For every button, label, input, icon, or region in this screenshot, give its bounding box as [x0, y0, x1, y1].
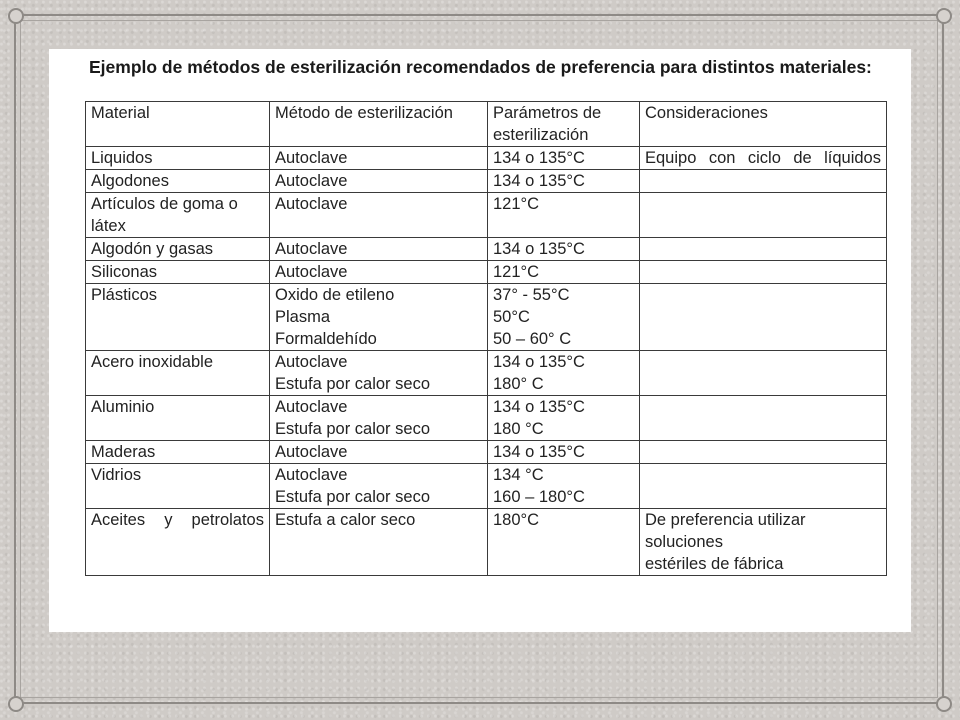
cell-method: Autoclave [270, 238, 488, 261]
cell-method: Autoclave Estufa por calor seco [270, 464, 488, 509]
table-row [86, 509, 887, 576]
table-row [86, 284, 887, 351]
column-header-considerations: Consideraciones [640, 102, 887, 147]
cell-parameters: 134 o 135°C [488, 147, 640, 170]
cell-considerations [640, 193, 887, 238]
cell-method: Oxido de etileno Plasma Formaldehído [270, 284, 488, 351]
cell-considerations: Equipo con ciclo de líquidos [640, 147, 887, 170]
frame-corner-ornament [8, 696, 24, 712]
cell-considerations [640, 261, 887, 284]
cell-material: Plásticos [86, 284, 270, 351]
cell-material: Siliconas [86, 261, 270, 284]
cell-parameters: 134 o 135°C 180° C [488, 351, 640, 396]
table-row [86, 396, 887, 441]
cell-considerations [640, 238, 887, 261]
cell-material: Liquidos [86, 147, 270, 170]
cell-material: Algodones [86, 170, 270, 193]
table-row [86, 261, 887, 284]
cell-method: Autoclave [270, 170, 488, 193]
cell-method: Autoclave [270, 193, 488, 238]
cell-parameters: 121°C [488, 261, 640, 284]
cell-parameters: 37° - 55°C 50°C 50 – 60° C [488, 284, 640, 351]
column-header-method: Método de esterilización [270, 102, 488, 147]
table-row [86, 351, 887, 396]
cell-considerations [640, 396, 887, 441]
table-row [86, 441, 887, 464]
frame-corner-ornament [936, 8, 952, 24]
cell-parameters: 134 o 135°C [488, 441, 640, 464]
cell-considerations [640, 464, 887, 509]
table-row [86, 193, 887, 238]
table-row [86, 170, 887, 193]
cell-method: Autoclave [270, 261, 488, 284]
cell-material: Artículos de goma o látex [86, 193, 270, 238]
cell-parameters: 134 o 135°C 180 °C [488, 396, 640, 441]
cell-method: Estufa a calor seco [270, 509, 488, 576]
cell-considerations [640, 284, 887, 351]
table-row [86, 238, 887, 261]
cell-parameters: 180°C [488, 509, 640, 576]
document-image [49, 49, 911, 632]
cell-parameters: 134 o 135°C [488, 238, 640, 261]
cell-material: Vidrios [86, 464, 270, 509]
column-header-parameters: Parámetros de esterilización [488, 102, 640, 147]
cell-parameters: 121°C [488, 193, 640, 238]
frame-corner-ornament [8, 8, 24, 24]
document-title: Ejemplo de métodos de esterilización recomendados de preferencia para distintos materiales: [89, 57, 872, 77]
cell-material: Algodón y gasas [86, 238, 270, 261]
table-row [86, 147, 887, 170]
cell-material: Acero inoxidable [86, 351, 270, 396]
cell-method: Autoclave [270, 147, 488, 170]
frame-corner-ornament [936, 696, 952, 712]
sterilization-table [85, 101, 887, 576]
column-header-material: Material [86, 102, 270, 147]
cell-material: Maderas [86, 441, 270, 464]
cell-considerations [640, 351, 887, 396]
table-row [86, 464, 887, 509]
cell-method: Autoclave Estufa por calor seco [270, 351, 488, 396]
table-header-row [86, 102, 887, 147]
cell-method: Autoclave [270, 441, 488, 464]
table-body [86, 147, 887, 576]
cell-material: Aluminio [86, 396, 270, 441]
cell-method: Autoclave Estufa por calor seco [270, 396, 488, 441]
cell-considerations: De preferencia utilizar soluciones estériles de fábrica [640, 509, 887, 576]
cell-considerations [640, 441, 887, 464]
cell-parameters: 134 o 135°C [488, 170, 640, 193]
cell-considerations [640, 170, 887, 193]
cell-material: Aceites y petrolatos [86, 509, 270, 576]
cell-parameters: 134 °C 160 – 180°C [488, 464, 640, 509]
